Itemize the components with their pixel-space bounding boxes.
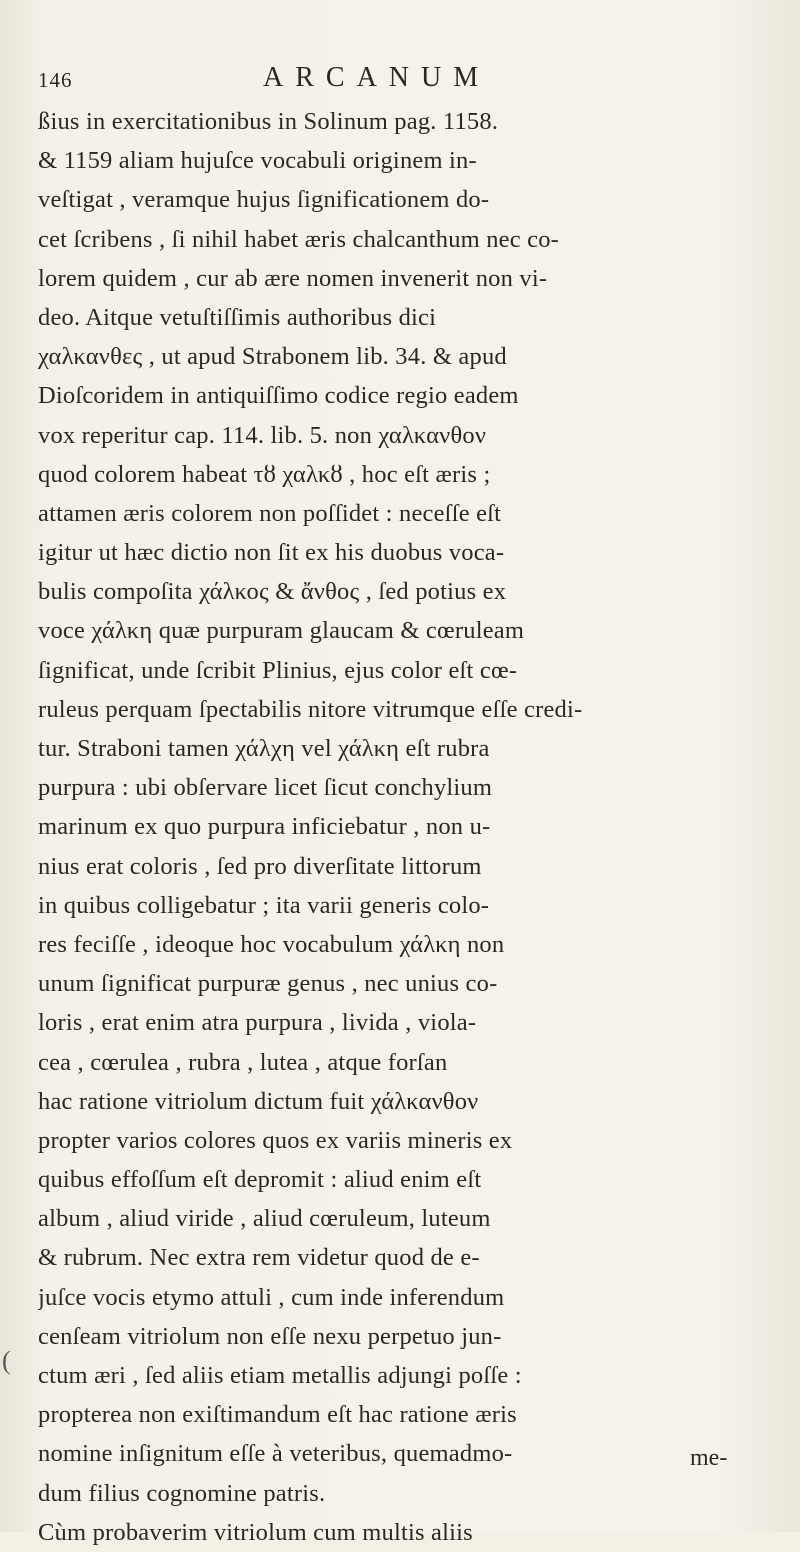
margin-mark: ( [2, 1346, 11, 1375]
page-header [28, 60, 768, 100]
text-line: Cùm probaverim vitriolum cum multis aliis [38, 1518, 473, 1546]
text-line: lorem quidem , cur ab ære nomen invenerit non vi- [38, 264, 548, 292]
text-line: igitur ut hæc dictio non ſit ex his duobus voca- [38, 539, 505, 567]
text-line: cet ſcribens , ſi nihil habet æris chalcanthum nec co- [38, 225, 560, 253]
text-line: ruleus perquam ſpectabilis nitore vitrumque eſſe credi- [38, 695, 583, 723]
page-number: 146 [38, 68, 73, 92]
text-line: attamen æris colorem non poſſidet : neceſſe eſt [38, 499, 502, 527]
text-line: nomine inſignitum eſſe à veteribus, quemadmo- [38, 1440, 513, 1468]
text-line: dum filius cognomine patris. [38, 1479, 326, 1507]
text-line: veſtigat , veramque hujus ſignificationem do- [38, 186, 490, 214]
text-line: tur. Straboni tamen χάλχη vel χάλκη eſt rubra [38, 735, 490, 762]
text-line: nius erat coloris , ſed pro diverſitate littorum [38, 852, 482, 880]
text-line: in quibus colligebatur ; ita varii generis colo- [38, 891, 490, 919]
text-line: ctum æri , ſed aliis etiam metallis adjungi poſſe : [38, 1362, 522, 1389]
text-line: χαλκανθες , ut apud Strabonem lib. 34. & apud [38, 343, 507, 371]
body-text [38, 102, 758, 1552]
text-line: juſce vocis etymo attuli , cum inde inferendum [38, 1283, 505, 1311]
text-line: ſignificat, unde ſcribit Plinius, ejus color eſt cœ- [38, 656, 518, 684]
text-line: propterea non exiſtimandum eſt hac ratione æris [38, 1401, 517, 1429]
text-line: propter varios colores quos ex variis mineris ex [38, 1126, 513, 1154]
running-head: ARCANUM [263, 62, 491, 93]
text-line: hac ratione vitriolum dictum fuit χάλκανθον [38, 1087, 479, 1115]
text-line: cea , cœrulea , rubra , lutea , atque forſan [38, 1048, 448, 1076]
text-line: marinum ex quo purpura inficiebatur , non u- [38, 813, 491, 841]
text-line: cenſeam vitriolum non eſſe nexu perpetuo jun- [38, 1322, 502, 1350]
text-line: album , aliud viride , aliud cœruleum, luteum [38, 1205, 491, 1233]
text-line: res feciſſe , ideoque hoc vocabulum χάλκη non [38, 930, 505, 958]
text-line: bulis compoſita χάλκος & ἄνθος , ſed potius ex [38, 578, 507, 606]
text-line: quod colorem habeat τȣ χαλκȣ , hoc eſt æris ; [38, 460, 491, 488]
text-line: & rubrum. Nec extra rem videtur quod de e- [38, 1244, 480, 1272]
text-line: vox reperitur cap. 114. lib. 5. non χαλκανθον [38, 421, 487, 449]
text-line: unum ſignificat purpuræ genus , nec unius co- [38, 970, 498, 998]
text-line: ßius in exercitationibus in Solinum pag. 1158. [38, 108, 499, 135]
text-line: deo. Aitque vetuſtiſſimis authoribus dici [38, 303, 437, 331]
text-line: voce χάλκη quæ purpuram glaucam & cœruleam [38, 617, 525, 645]
text-line: Dioſcoridem in antiquiſſimo codice regio eadem [38, 382, 519, 410]
text-line: purpura : ubi obſervare licet ſicut conchylium [38, 774, 493, 802]
text-line: & 1159 aliam hujuſce vocabuli originem in- [38, 147, 477, 175]
catchword: me- [690, 1445, 728, 1471]
text-line: loris , erat enim atra purpura , livida , viola- [38, 1009, 477, 1037]
text-line: quibus effoſſum eſt depromit : aliud enim eſt [38, 1166, 482, 1194]
